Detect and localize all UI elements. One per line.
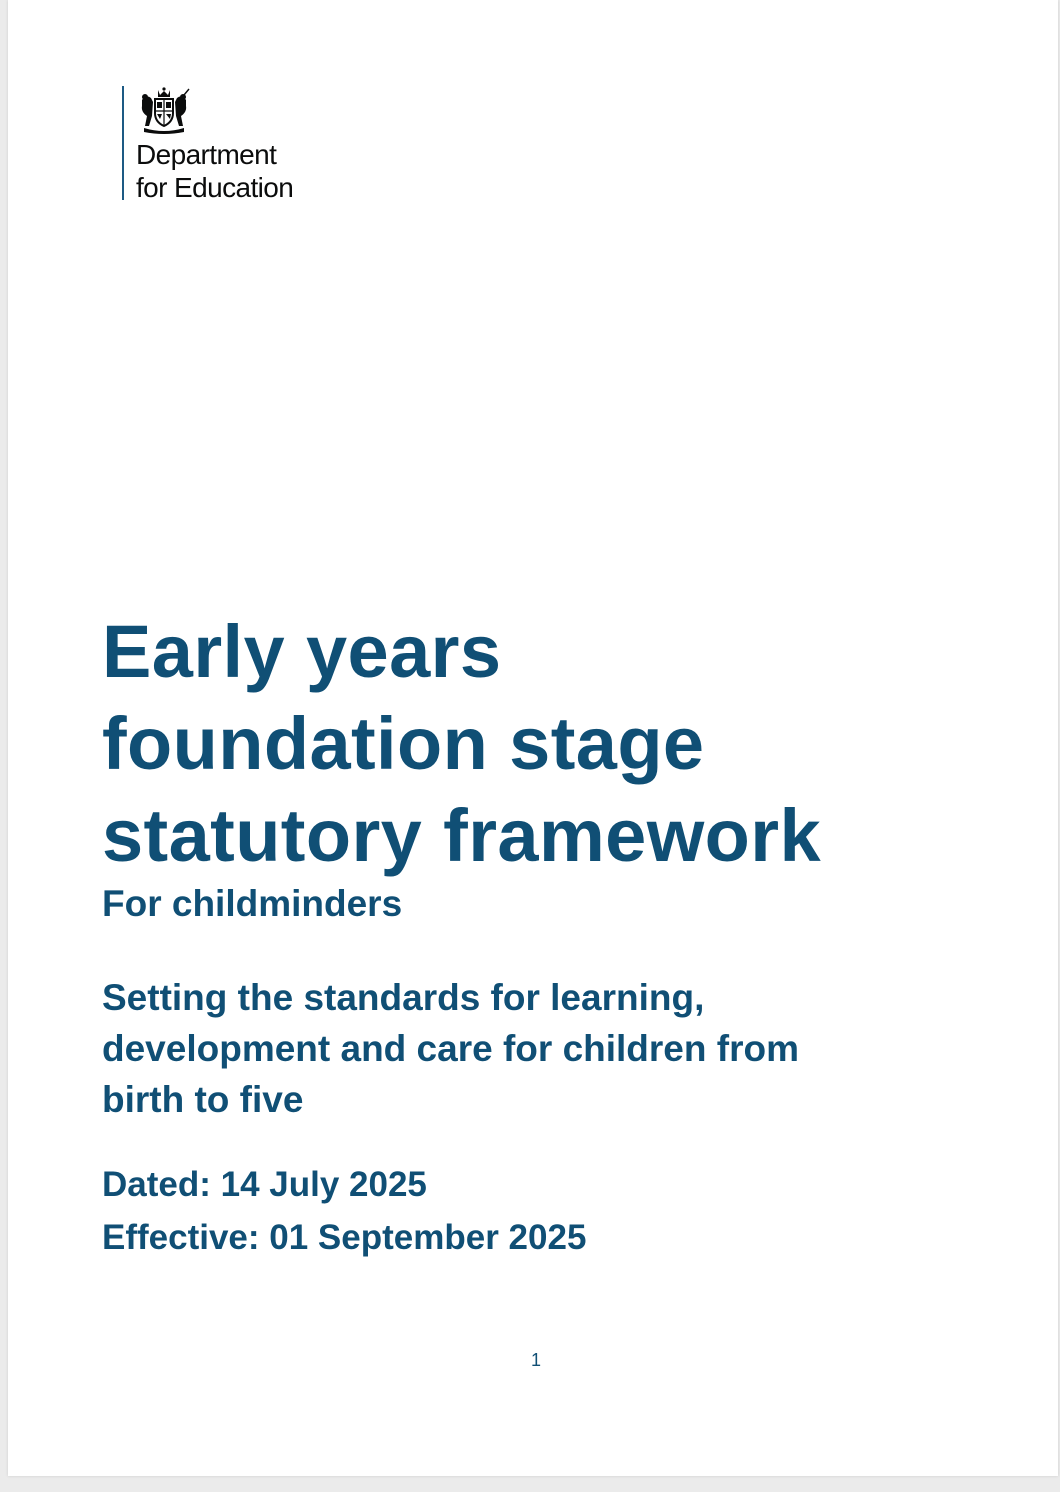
department-name-line2: for Education xyxy=(136,172,294,203)
department-logo xyxy=(122,86,324,203)
page-number: 1 xyxy=(530,1350,541,1370)
title-line1: Early years xyxy=(102,610,502,693)
document-subtitle: Setting the standards for learning, development and care for children from birth to five xyxy=(102,977,799,1120)
document-dates xyxy=(102,1158,586,1264)
title-line2: foundation stage xyxy=(102,702,705,785)
title-line3: statutory framework xyxy=(102,794,822,877)
department-name-line1: Department xyxy=(136,139,277,170)
document-title xyxy=(102,606,821,882)
royal-coat-of-arms-icon xyxy=(136,86,192,134)
effective-line: Effective: 01 September 2025 xyxy=(102,1218,587,1257)
dated-line: Dated: 14 July 2025 xyxy=(102,1165,427,1204)
document-audience: For childminders xyxy=(102,883,403,924)
department-name xyxy=(136,138,293,204)
document-page xyxy=(8,0,1058,1476)
